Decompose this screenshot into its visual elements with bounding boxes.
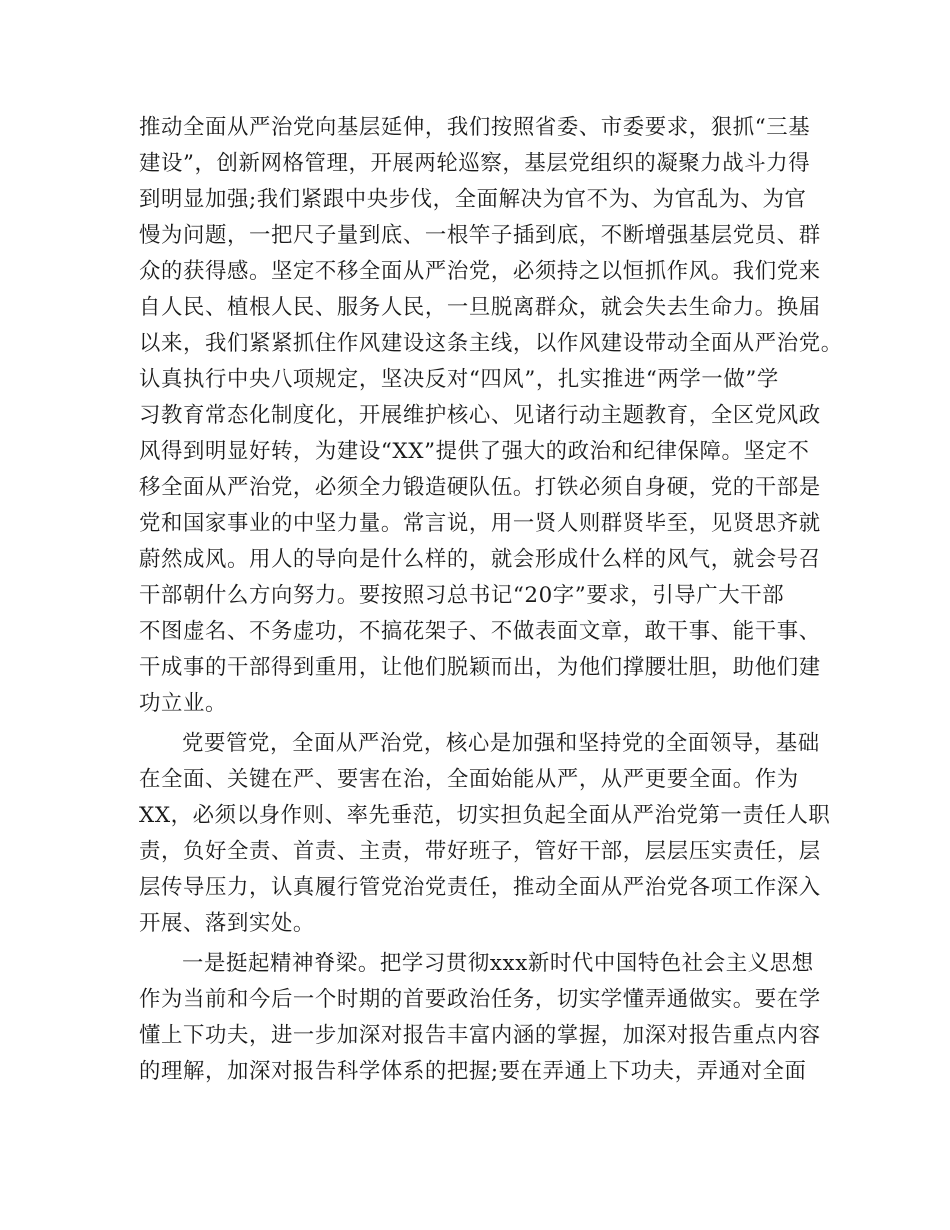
text-line: 风得到明显好转，为建设“XX”提供了强大的政治和纪律保障。坚定不 <box>139 439 810 464</box>
paragraph-2 <box>139 726 829 942</box>
text-line: 众的获得感。坚定不移全面从严治党，必须持之以恒抓作风。我们党来 <box>139 259 821 284</box>
text-line: 在全面、关键在严、要害在治，全面始能从严，从严更要全面。作为 <box>139 767 799 792</box>
document-body <box>139 110 843 1090</box>
text-line: 习教育常态化制度化，开展维护核心、见诸行动主题教育，全区党风政 <box>139 403 821 428</box>
text-line: 移全面从严治党，必须全力锻造硬队伍。打铁必须自身硬，党的干部是 <box>139 475 821 500</box>
text-line: 懂上下功夫，进一步加深对报告丰富内涵的掌握，加深对报告重点内容 <box>139 1023 821 1048</box>
text-line: 以来，我们紧紧抓住作风建设这条主线，以作风建设带动全面从严治党。 <box>139 331 843 356</box>
text-line: 建设”，创新网格管理，开展两轮巡察，基层党组织的凝聚力战斗力得 <box>139 151 811 176</box>
text-line: 干成事的干部得到重用，让他们脱颖而出，为他们撑腰壮胆，助他们建 <box>139 655 821 680</box>
text-line: 的理解，加深对报告科学体系的把握;要在弄通上下功夫，弄通对全面 <box>139 1059 807 1084</box>
text-line: 党要管党，全面从严治党，核心是加强和坚持党的全面领导，基础 <box>182 731 820 756</box>
text-line: 推动全面从严治党向基层延伸，我们按照省委、市委要求，狠抓“三基 <box>139 115 811 140</box>
text-line: 党和国家事业的中坚力量。常言说，用一贤人则群贤毕至，见贤思齐就 <box>139 511 821 536</box>
text-line: 不图虚名、不务虚功，不搞花架子、不做表面文章，敢干事、能干事、 <box>139 619 821 644</box>
text-line: 一是挺起精神脊梁。把学习贯彻xxx新时代中国特色社会主义思想 <box>182 951 814 976</box>
text-line: 蔚然成风。用人的导向是什么样的，就会形成什么样的风气，就会号召 <box>139 547 821 572</box>
text-line: XX，必须以身作则、率先垂范，切实担负起全面从严治党第一责任人职 <box>139 803 831 828</box>
text-line: 认真执行中央八项规定，坚决反对“四风”，扎实推进“两学一做”学 <box>139 367 779 392</box>
text-line: 责，负好全责、首责、主责，带好班子，管好干部，层层压实责任，层 <box>139 839 821 864</box>
paragraph-1 <box>139 110 843 722</box>
text-line: 作为当前和今后一个时期的首要政治任务，切实学懂弄通做实。要在学 <box>139 987 821 1012</box>
text-line: 到明显加强;我们紧跟中央步伐，全面解决为官不为、为官乱为、为官 <box>139 187 807 212</box>
paragraph-3 <box>139 946 829 1090</box>
text-line: 自人民、植根人民、服务人民，一旦脱离群众，就会失去生命力。换届 <box>139 295 821 320</box>
text-line: 开展、落到实处。 <box>139 911 315 936</box>
text-line: 层传导压力，认真履行管党治党责任，推动全面从严治党各项工作深入 <box>139 875 821 900</box>
text-line: 功立业。 <box>139 691 227 716</box>
text-line: 干部朝什么方向努力。要按照习总书记“20字”要求，引导广大干部 <box>139 583 785 608</box>
text-line: 慢为问题，一把尺子量到底、一根竿子插到底，不断增强基层党员、群 <box>139 223 821 248</box>
